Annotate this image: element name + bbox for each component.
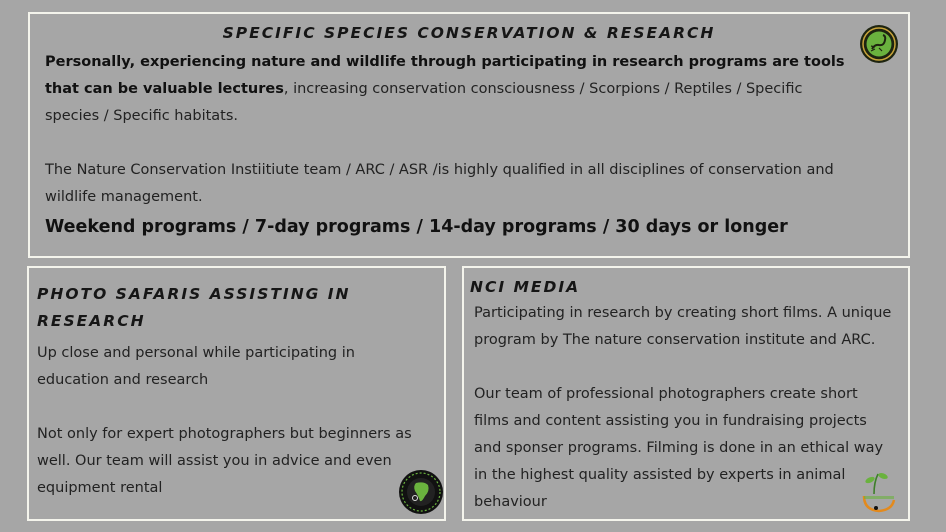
nci-media-panel xyxy=(462,266,910,521)
plant-logo-icon xyxy=(856,468,902,514)
media-paragraph-1: Participating in research by creating short films. A unique program by The nature conservation institute and ARC. xyxy=(474,305,892,348)
photo-safaris-panel xyxy=(27,266,446,521)
africa-map-logo-icon xyxy=(398,469,444,515)
photo-paragraph-2: Not only for expert photographers but beginners as well. Our team will assist you in advice and even equipment rental xyxy=(37,426,412,496)
photo-paragraph-1: Up close and personal while participating in education and research xyxy=(37,345,355,388)
media-paragraph-2: Our team of professional photographers create short films and content assisting you in fundraising projects and sponser programs. Filming is done in an ethical way in the highest quality assisted by experts in animal behaviour xyxy=(474,386,884,510)
programs-line: Weekend programs / 7-day programs / 14-day programs / 30 days or longer xyxy=(45,217,788,237)
intro-paragraph xyxy=(45,49,855,130)
team-paragraph: The Nature Conservation Instiitiute team / ARC / ASR /is highly qualified in all disciplines of conservation and wildlife management. xyxy=(45,162,834,205)
panel-title: PHOTO SAFARIS ASSISTING IN RESEARCH xyxy=(37,285,351,330)
panel-title: SPECIFIC SPECIES CONSERVATION & RESEARCH xyxy=(222,24,716,42)
intro-rest-text: , increasing conservation consciousness / Scorpions / Reptiles / Specific species / Specific habitats. xyxy=(45,81,803,124)
panel-title: NCI MEDIA xyxy=(470,278,581,296)
scorpion-logo-icon xyxy=(859,24,899,64)
intro-bold-text: Personally, experiencing nature and wildlife through participating in research programs are tools that can be valuable lectures xyxy=(45,54,845,97)
specific-species-panel xyxy=(28,12,910,258)
